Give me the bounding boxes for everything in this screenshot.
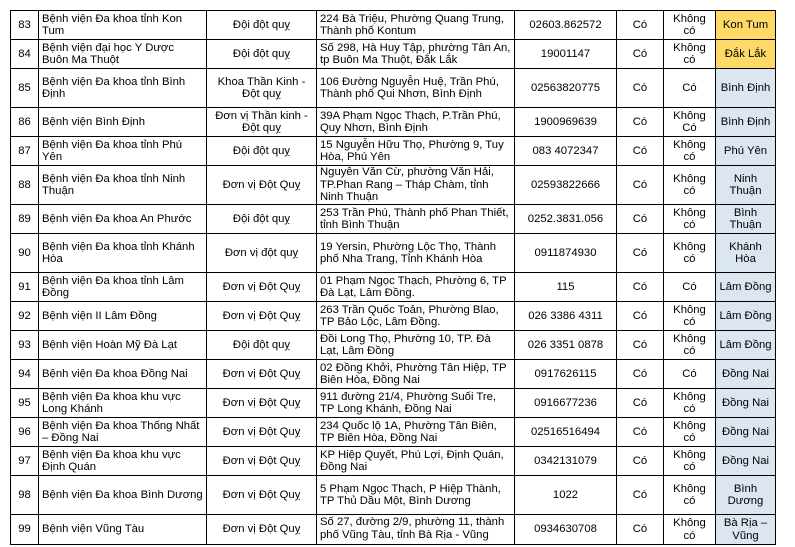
phone-number: 1900969639 (515, 108, 617, 137)
stroke-unit: Khoa Thần Kinh - Đột quỵ (207, 69, 317, 108)
phone-number: 0252.3831.056 (515, 205, 617, 234)
province-cell: Đắk Lắk (716, 40, 776, 69)
hospital-address: 224 Bà Triệu, Phường Quang Trung, Thành phố Kontum (317, 11, 515, 40)
province-cell: Bình Định (716, 69, 776, 108)
province-cell: Lâm Đồng (716, 331, 776, 360)
hospital-name: Bệnh viện II Lâm Đồng (39, 302, 207, 331)
province-cell: Bà Rịa – Vũng (716, 515, 776, 545)
stroke-unit: Đơn vị Đột Quỵ (207, 166, 317, 205)
page (10, 10, 776, 545)
table-row (11, 447, 776, 476)
phone-number: 1022 (515, 476, 617, 515)
province-cell: Khánh Hòa (716, 234, 776, 273)
table-row (11, 234, 776, 273)
hospital-address: 19 Yersin, Phường Lộc Thọ, Thành phố Nha Trang, Tỉnh Khánh Hòa (317, 234, 515, 273)
row-number: 91 (11, 273, 39, 302)
hospital-address: Số 27, đường 2/9, phường 11, thành phố Vũng Tàu, tỉnh Bà Rịa - Vũng (317, 515, 515, 545)
hospital-name: Bệnh viện Vũng Tàu (39, 515, 207, 545)
availability-2: Không có (664, 302, 716, 331)
hospital-address: 01 Phạm Ngọc Thạch, Phường 6, TP Đà Lạt, Lâm Đồng. (317, 273, 515, 302)
availability-1: Có (617, 515, 664, 545)
hospital-address: Đồi Long Thọ, Phường 10, TP. Đà Lạt, Lâm Đồng (317, 331, 515, 360)
table-row (11, 360, 776, 389)
province-cell: Đồng Nai (716, 389, 776, 418)
availability-1: Có (617, 205, 664, 234)
hospital-name: Bệnh viện Đa khoa khu vực Long Khánh (39, 389, 207, 418)
availability-1: Có (617, 69, 664, 108)
phone-number: 02593822666 (515, 166, 617, 205)
province-cell: Ninh Thuận (716, 166, 776, 205)
hospital-name: Bệnh viện Đa khoa khu vực Định Quán (39, 447, 207, 476)
table-row (11, 205, 776, 234)
row-number: 92 (11, 302, 39, 331)
availability-2: Không có (664, 389, 716, 418)
hospital-address: 5 Phạm Ngọc Thạch, P Hiệp Thành, TP Thủ Dầu Một, Bình Dương (317, 476, 515, 515)
phone-number: 0916677236 (515, 389, 617, 418)
stroke-unit: Đội đột quỵ (207, 137, 317, 166)
table-row (11, 69, 776, 108)
phone-number: 02516516494 (515, 418, 617, 447)
availability-1: Có (617, 11, 664, 40)
hospital-name: Bệnh viện Bình Định (39, 108, 207, 137)
province-cell: Đồng Nai (716, 418, 776, 447)
hospital-address: 253 Trần Phú, Thành phố Phan Thiết, tỉnh Bình Thuận (317, 205, 515, 234)
stroke-unit: Đơn vị Đột Quỵ (207, 476, 317, 515)
table-row (11, 40, 776, 69)
hospital-name: Bệnh viện Đa khoa tỉnh Lâm Đồng (39, 273, 207, 302)
stroke-unit: Đơn vị Đột Quỵ (207, 447, 317, 476)
phone-number: 0917626115 (515, 360, 617, 389)
availability-2: Không có (664, 515, 716, 545)
province-cell: Đồng Nai (716, 360, 776, 389)
row-number: 87 (11, 137, 39, 166)
hospital-table (10, 10, 776, 545)
hospital-name: Bệnh viện Đa khoa Thống Nhất – Đồng Nai (39, 418, 207, 447)
hospital-name: Bệnh viện Đa khoa tỉnh Khánh Hòa (39, 234, 207, 273)
stroke-unit: Đội đột quỵ (207, 331, 317, 360)
table-row (11, 389, 776, 418)
phone-number: 19001147 (515, 40, 617, 69)
hospital-name: Bệnh viện Đa khoa tỉnh Bình Định (39, 69, 207, 108)
hospital-name: Bệnh viện Hoàn Mỹ Đà Lạt (39, 331, 207, 360)
province-cell: Kon Tum (716, 11, 776, 40)
availability-2: Không Có (664, 108, 716, 137)
table-row (11, 137, 776, 166)
row-number: 99 (11, 515, 39, 545)
table-row (11, 418, 776, 447)
stroke-unit: Đơn vị đột quỵ (207, 234, 317, 273)
province-cell: Lâm Đồng (716, 273, 776, 302)
row-number: 83 (11, 11, 39, 40)
table-row (11, 108, 776, 137)
availability-2: Không có (664, 476, 716, 515)
row-number: 97 (11, 447, 39, 476)
hospital-address: Số 298, Hà Huy Tập, phường Tân An, tp Buôn Ma Thuột, Đắk Lắk (317, 40, 515, 69)
stroke-unit: Đơn vị Đột Quỵ (207, 302, 317, 331)
availability-2: Không có (664, 166, 716, 205)
hospital-name: Bệnh viện đại học Y Dược Buôn Ma Thuột (39, 40, 207, 69)
hospital-address: 15 Nguyễn Hữu Thọ, Phường 9, Tuy Hòa, Phú Yên (317, 137, 515, 166)
hospital-address: 234 Quốc lộ 1A, Phường Tân Biên, TP Biên Hòa, Đồng Nai (317, 418, 515, 447)
availability-1: Có (617, 447, 664, 476)
availability-2: Có (664, 69, 716, 108)
availability-1: Có (617, 234, 664, 273)
stroke-unit: Đơn vị Đột Quỵ (207, 515, 317, 545)
stroke-unit: Đơn vị Đột Quỵ (207, 418, 317, 447)
availability-2: Không có (664, 137, 716, 166)
availability-2: Không có (664, 447, 716, 476)
hospital-address: 02 Đồng Khởi, Phường Tân Hiệp, TP Biên Hòa, Đồng Nai (317, 360, 515, 389)
hospital-name: Bệnh viện Đa khoa tỉnh Ninh Thuận (39, 166, 207, 205)
availability-1: Có (617, 137, 664, 166)
availability-1: Có (617, 40, 664, 69)
row-number: 96 (11, 418, 39, 447)
stroke-unit: Đơn vị Thần kinh - Đột quỵ (207, 108, 317, 137)
availability-1: Có (617, 331, 664, 360)
availability-1: Có (617, 166, 664, 205)
table-body (11, 11, 776, 545)
province-cell: Bình Định (716, 108, 776, 137)
availability-2: Có (664, 273, 716, 302)
phone-number: 026 3351 0878 (515, 331, 617, 360)
phone-number: 115 (515, 273, 617, 302)
table-row (11, 11, 776, 40)
stroke-unit: Đơn vị Đột Quỵ (207, 389, 317, 418)
table-row (11, 515, 776, 545)
hospital-address: 263 Trần Quốc Toản, Phường Blao, TP Bảo Lộc, Lâm Đồng. (317, 302, 515, 331)
availability-1: Có (617, 273, 664, 302)
stroke-unit: Đơn vị Đột Quỵ (207, 360, 317, 389)
phone-number: 02563820775 (515, 69, 617, 108)
province-cell: Phú Yên (716, 137, 776, 166)
availability-1: Có (617, 418, 664, 447)
availability-2: Không có (664, 40, 716, 69)
phone-number: 0342131079 (515, 447, 617, 476)
row-number: 89 (11, 205, 39, 234)
availability-1: Có (617, 476, 664, 515)
hospital-name: Bệnh viện Đa khoa tỉnh Phú Yên (39, 137, 207, 166)
availability-1: Có (617, 360, 664, 389)
row-number: 84 (11, 40, 39, 69)
row-number: 94 (11, 360, 39, 389)
province-cell: Lâm Đồng (716, 302, 776, 331)
hospital-address: Nguyễn Văn Cừ, phường Văn Hải, TP.Phan Rang – Tháp Chàm, tỉnh Ninh Thuận (317, 166, 515, 205)
row-number: 90 (11, 234, 39, 273)
table-row (11, 166, 776, 205)
row-number: 98 (11, 476, 39, 515)
table-row (11, 476, 776, 515)
availability-2: Không có (664, 418, 716, 447)
row-number: 95 (11, 389, 39, 418)
hospital-address: 39A Phạm Ngọc Thạch, P.Trần Phú, Quy Nhơn, Bình Định (317, 108, 515, 137)
phone-number: 083 4072347 (515, 137, 617, 166)
row-number: 88 (11, 166, 39, 205)
row-number: 85 (11, 69, 39, 108)
row-number: 86 (11, 108, 39, 137)
row-number: 93 (11, 331, 39, 360)
availability-1: Có (617, 302, 664, 331)
stroke-unit: Đội đột quỵ (207, 11, 317, 40)
province-cell: Bình Thuận (716, 205, 776, 234)
hospital-name: Bệnh viện Đa khoa Đồng Nai (39, 360, 207, 389)
availability-2: Không có (664, 331, 716, 360)
availability-2: Không có (664, 11, 716, 40)
table-row (11, 273, 776, 302)
availability-1: Có (617, 108, 664, 137)
hospital-address: 911 đường 21/4, Phường Suối Tre, TP Long Khánh, Đồng Nai (317, 389, 515, 418)
stroke-unit: Đơn vị Đột Quỵ (207, 273, 317, 302)
availability-2: Không có (664, 234, 716, 273)
availability-2: Có (664, 360, 716, 389)
table-row (11, 331, 776, 360)
phone-number: 02603.862572 (515, 11, 617, 40)
phone-number: 026 3386 4311 (515, 302, 617, 331)
availability-2: Không có (664, 205, 716, 234)
phone-number: 0934630708 (515, 515, 617, 545)
province-cell: Bình Dương (716, 476, 776, 515)
province-cell: Đồng Nai (716, 447, 776, 476)
stroke-unit: Đội đột quỵ (207, 205, 317, 234)
table-row (11, 302, 776, 331)
stroke-unit: Đội đột quỵ (207, 40, 317, 69)
hospital-name: Bệnh viện Đa khoa Bình Dương (39, 476, 207, 515)
hospital-name: Bệnh viện Đa khoa tỉnh Kon Tum (39, 11, 207, 40)
phone-number: 0911874930 (515, 234, 617, 273)
hospital-name: Bệnh viện Đa khoa An Phước (39, 205, 207, 234)
hospital-address: 106 Đường Nguyễn Huệ, Trần Phú, Thành phố Qui Nhơn, Bình Định (317, 69, 515, 108)
hospital-address: KP Hiệp Quyết, Phú Lợi, Định Quán, Đồng Nai (317, 447, 515, 476)
availability-1: Có (617, 389, 664, 418)
